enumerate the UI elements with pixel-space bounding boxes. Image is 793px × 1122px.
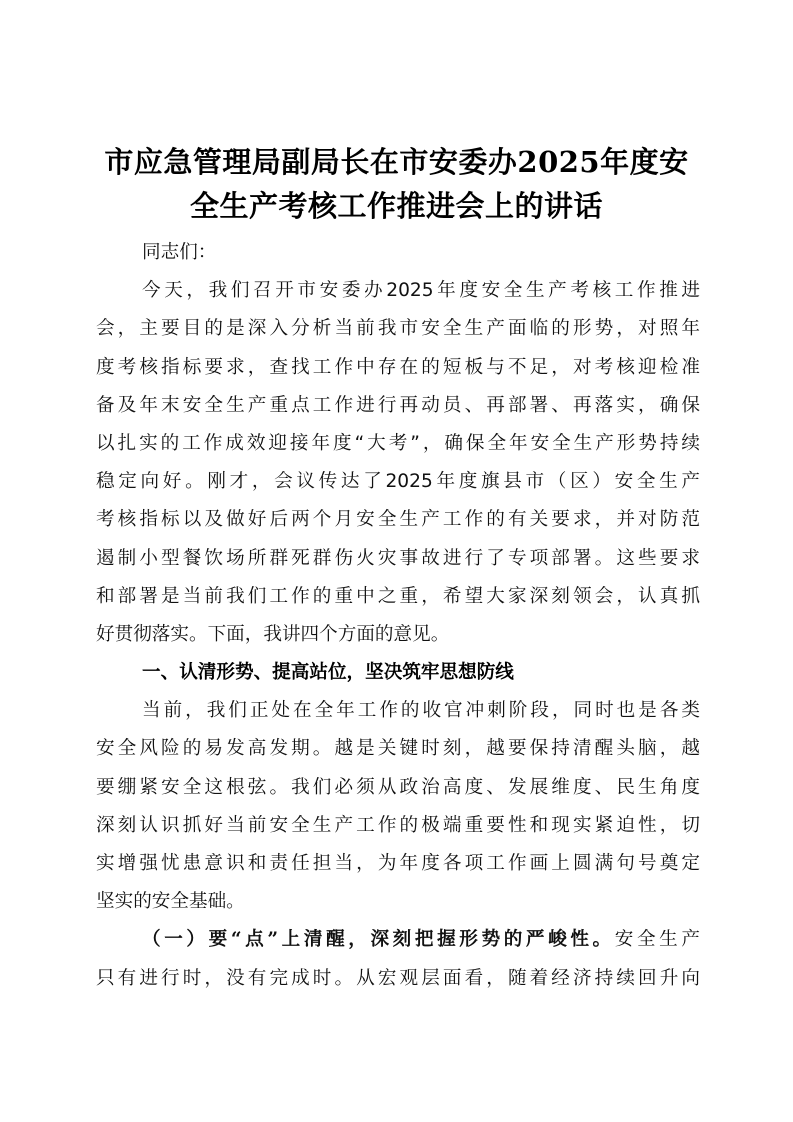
- paragraph-line: 实增强忧患意识和责任担当，为年度各项工作画上圆满句号奠定: [96, 853, 700, 874]
- document-body: [96, 234, 700, 998]
- paragraph-line: 稳定向好。刚才，会议传达了2025年度旗县市（区）安全生产: [96, 471, 700, 493]
- document-title-line-2: 全生产考核工作推进会上的讲话: [189, 189, 603, 223]
- paragraph-line: 度考核指标要求，查找工作中存在的短板与不足，对考核迎检准: [96, 356, 700, 378]
- paragraph-line: 好贯彻落实。下面，我讲四个方面的意见。: [96, 623, 450, 645]
- paragraph-line: 以扎实的工作成效迎接年度“大考”，确保全年安全生产形势持续: [96, 432, 700, 454]
- paragraph-line: 和部署是当前我们工作的重中之重，希望大家深刻领会，认真抓: [96, 585, 700, 607]
- subsection-text: 安全生产: [614, 929, 700, 951]
- paragraph-line: 备及年末安全生产重点工作进行再动员、再部署、再落实，确保: [96, 394, 700, 416]
- paragraph-line: 今天，我们召开市安委办2025年度安全生产考核工作推进: [142, 280, 700, 302]
- paragraph-line: 遏制小型餐饮场所群死群伤火灾事故进行了专项部署。这些要求: [96, 547, 700, 569]
- paragraph-line: 会，主要目的是深入分析当前我市安全生产面临的形势，对照年: [96, 318, 700, 340]
- paragraph-line: 考核指标以及做好后两个月安全生产工作的有关要求，并对防范: [96, 509, 700, 531]
- subsection-line: [96, 921, 700, 959]
- greeting: 同志们：: [142, 242, 217, 263]
- paragraph-line: 当前，我们正处在全年工作的收官冲刺阶段，同时也是各类: [142, 700, 700, 722]
- paragraph-line: 只有进行时，没有完成时。从宏观层面看，随着经济持续回升向: [96, 967, 700, 989]
- document-title-line-1: 市应急管理局副局长在市安委办2025年度安: [104, 145, 689, 179]
- paragraph-line: 深刻认识抓好当前安全生产工作的极端重要性和现实紧迫性，切: [96, 814, 700, 836]
- paragraph-line: 安全风险的易发高发期。越是关键时刻，越要保持清醒头脑，越: [96, 738, 700, 760]
- subsection-heading: （一）要“点”上清醒，深刻把握形势的严峻性。: [142, 929, 615, 951]
- paragraph-line: 坚实的安全基础。: [96, 891, 245, 913]
- paragraph-line: 要绷紧安全这根弦。我们必须从政治高度、发展维度、民生角度: [96, 776, 700, 798]
- section-heading: 一、认清形势、提高站位，坚决筑牢思想防线: [142, 662, 514, 684]
